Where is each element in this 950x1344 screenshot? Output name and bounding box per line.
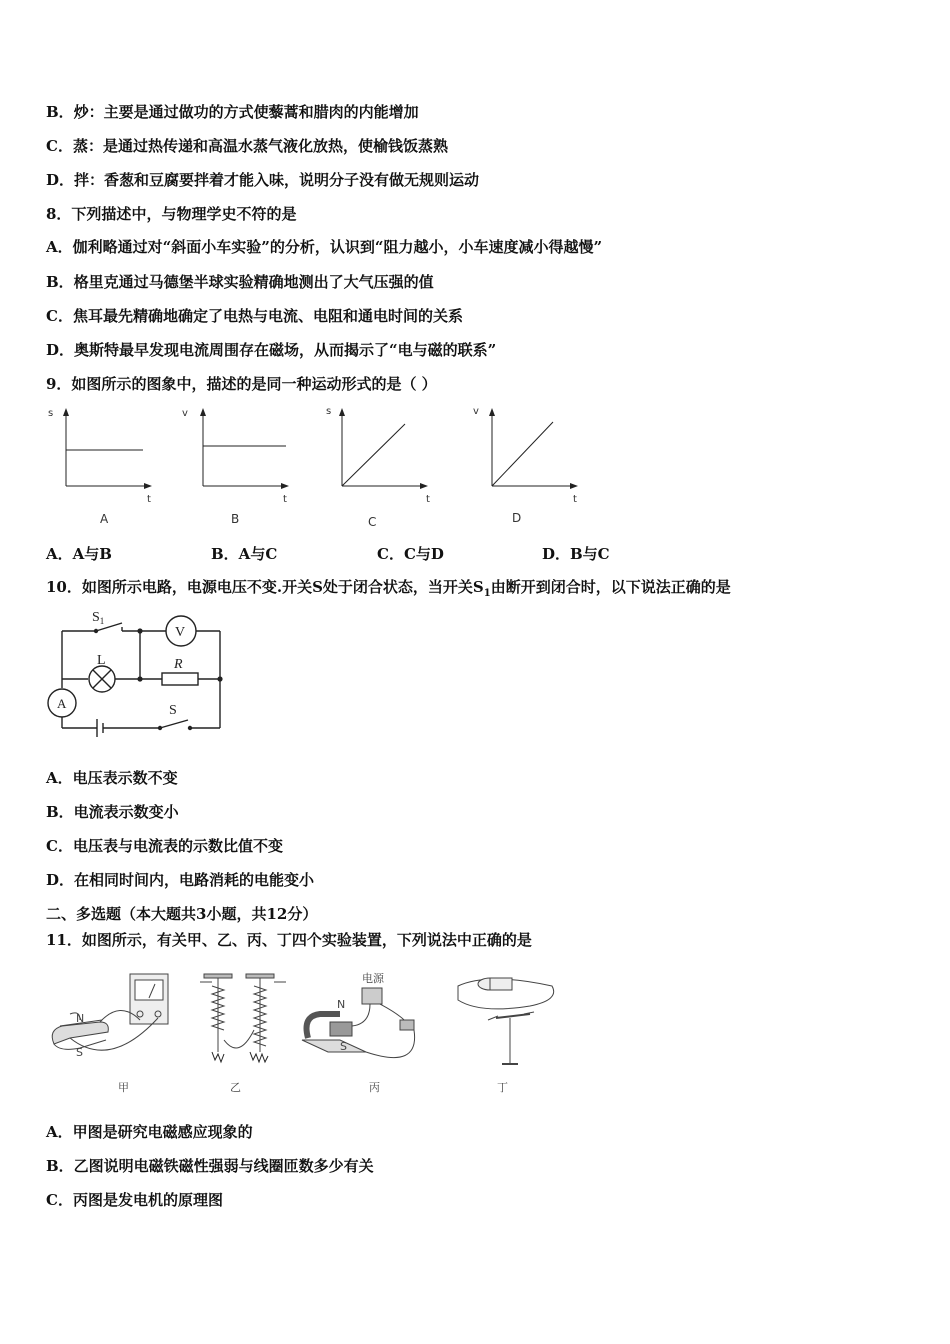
graph-d-x-label: t	[573, 494, 577, 505]
circuit-s1-label: $S_1$	[92, 610, 105, 626]
q11-option-b: B．乙图说明电磁铁磁性强弱与线圈匝数多少有关	[46, 1157, 374, 1175]
q9-option-b: B．A与C	[211, 545, 278, 563]
jia-n-label: N	[76, 1012, 85, 1025]
q9-option-c: C．C与D	[377, 545, 444, 563]
q10-circuit-diagram	[40, 604, 240, 744]
q11-option-c: C．丙图是发电机的原理图	[46, 1191, 223, 1209]
q11-experiment-figures	[40, 960, 570, 1100]
jia-s-label: S	[76, 1046, 83, 1059]
q8-option-a: A．伽利略通过对“斜面小车实验”的分析，认识到“阻力越小，小车速度减小得越慢”	[46, 238, 603, 256]
lamp-label: L	[97, 653, 106, 668]
bing-n-label: N	[337, 998, 346, 1011]
q9-stem: 9．如图所示的图象中，描述的是同一种运动形式的是（ ）	[46, 375, 437, 393]
q8-option-d: D．奥斯特最早发现电流周围存在磁场，从而揭示了“电与磁的联系”	[46, 341, 497, 359]
graph-a-x-label: t	[147, 494, 151, 505]
q8-stem: 8．下列描述中，与物理学史不符的是	[46, 205, 297, 223]
q8-option-c: C．焦耳最先精确地确定了电热与电流、电阻和通电时间的关系	[46, 307, 463, 325]
graph-b-y-label: v	[182, 408, 188, 419]
ding-caption: 丁	[497, 1081, 508, 1094]
graph-d	[473, 406, 578, 525]
q9-option-d: D．B与C	[542, 545, 610, 563]
bing-caption: 丙	[369, 1081, 380, 1094]
q10-option-a: A．电压表示数不变	[46, 769, 178, 787]
q11-option-a: A．甲图是研究电磁感应现象的	[46, 1123, 253, 1141]
graph-d-y-label: v	[473, 406, 479, 417]
figure-yi	[200, 974, 286, 1062]
figure-bing	[302, 988, 415, 1058]
graph-c-x-label: t	[426, 494, 430, 505]
q10-option-d: D．在相同时间内，电路消耗的电能变小	[46, 871, 315, 889]
graph-d-caption: D	[512, 511, 522, 525]
graph-b	[182, 408, 289, 526]
yi-caption: 乙	[230, 1081, 241, 1094]
graph-a-y-label: s	[48, 408, 54, 419]
graph-b-caption: B	[231, 512, 240, 526]
voltmeter-label: V	[175, 625, 186, 640]
q7-option-d: D．拌：香葱和豆腐要拌着才能入味，说明分子没有做无规则运动	[46, 171, 480, 189]
graph-c	[326, 406, 430, 529]
jia-caption: 甲	[118, 1081, 129, 1094]
switch-s-label: S	[169, 703, 177, 718]
figure-jia	[52, 974, 168, 1050]
graph-a-caption: A	[100, 512, 109, 526]
q7-option-c: C．蒸：是通过热传递和高温水蒸气液化放热，使榆钱饭蒸熟	[46, 137, 448, 155]
q10-stem: 10．如图所示电路，电源电压不变.开关S处于闭合状态，当开关$S_1$由断开到闭合时，以下说法正确的是	[46, 578, 731, 599]
figure-ding	[458, 978, 554, 1064]
q10-option-c: C．电压表与电流表的示数比值不变	[46, 837, 283, 855]
ammeter-label: A	[57, 696, 67, 711]
q9-motion-graphs	[40, 402, 600, 532]
bing-s-label: S	[340, 1040, 347, 1053]
section-title: 二、多选题（本大题共3小题，共12分）	[46, 905, 318, 923]
q8-option-b: B．格里克通过马德堡半球实验精确地测出了大气压强的值	[46, 273, 434, 291]
resistor-label: R	[174, 657, 183, 672]
q11-stem: 11．如图所示，有关甲、乙、丙、丁四个实验装置，下列说法中正确的是	[46, 931, 532, 949]
q9-option-a: A．A与B	[46, 545, 112, 563]
graph-b-x-label: t	[283, 494, 287, 505]
bing-power-label: 电源	[362, 972, 384, 985]
q10-option-b: B．电流表示数变小	[46, 803, 179, 821]
graph-a	[48, 408, 152, 526]
q7-option-b: B．炒：主要是通过做功的方式使藜蒿和腊肉的内能增加	[46, 103, 419, 121]
graph-c-caption: C	[368, 515, 377, 529]
graph-c-y-label: s	[326, 406, 332, 417]
